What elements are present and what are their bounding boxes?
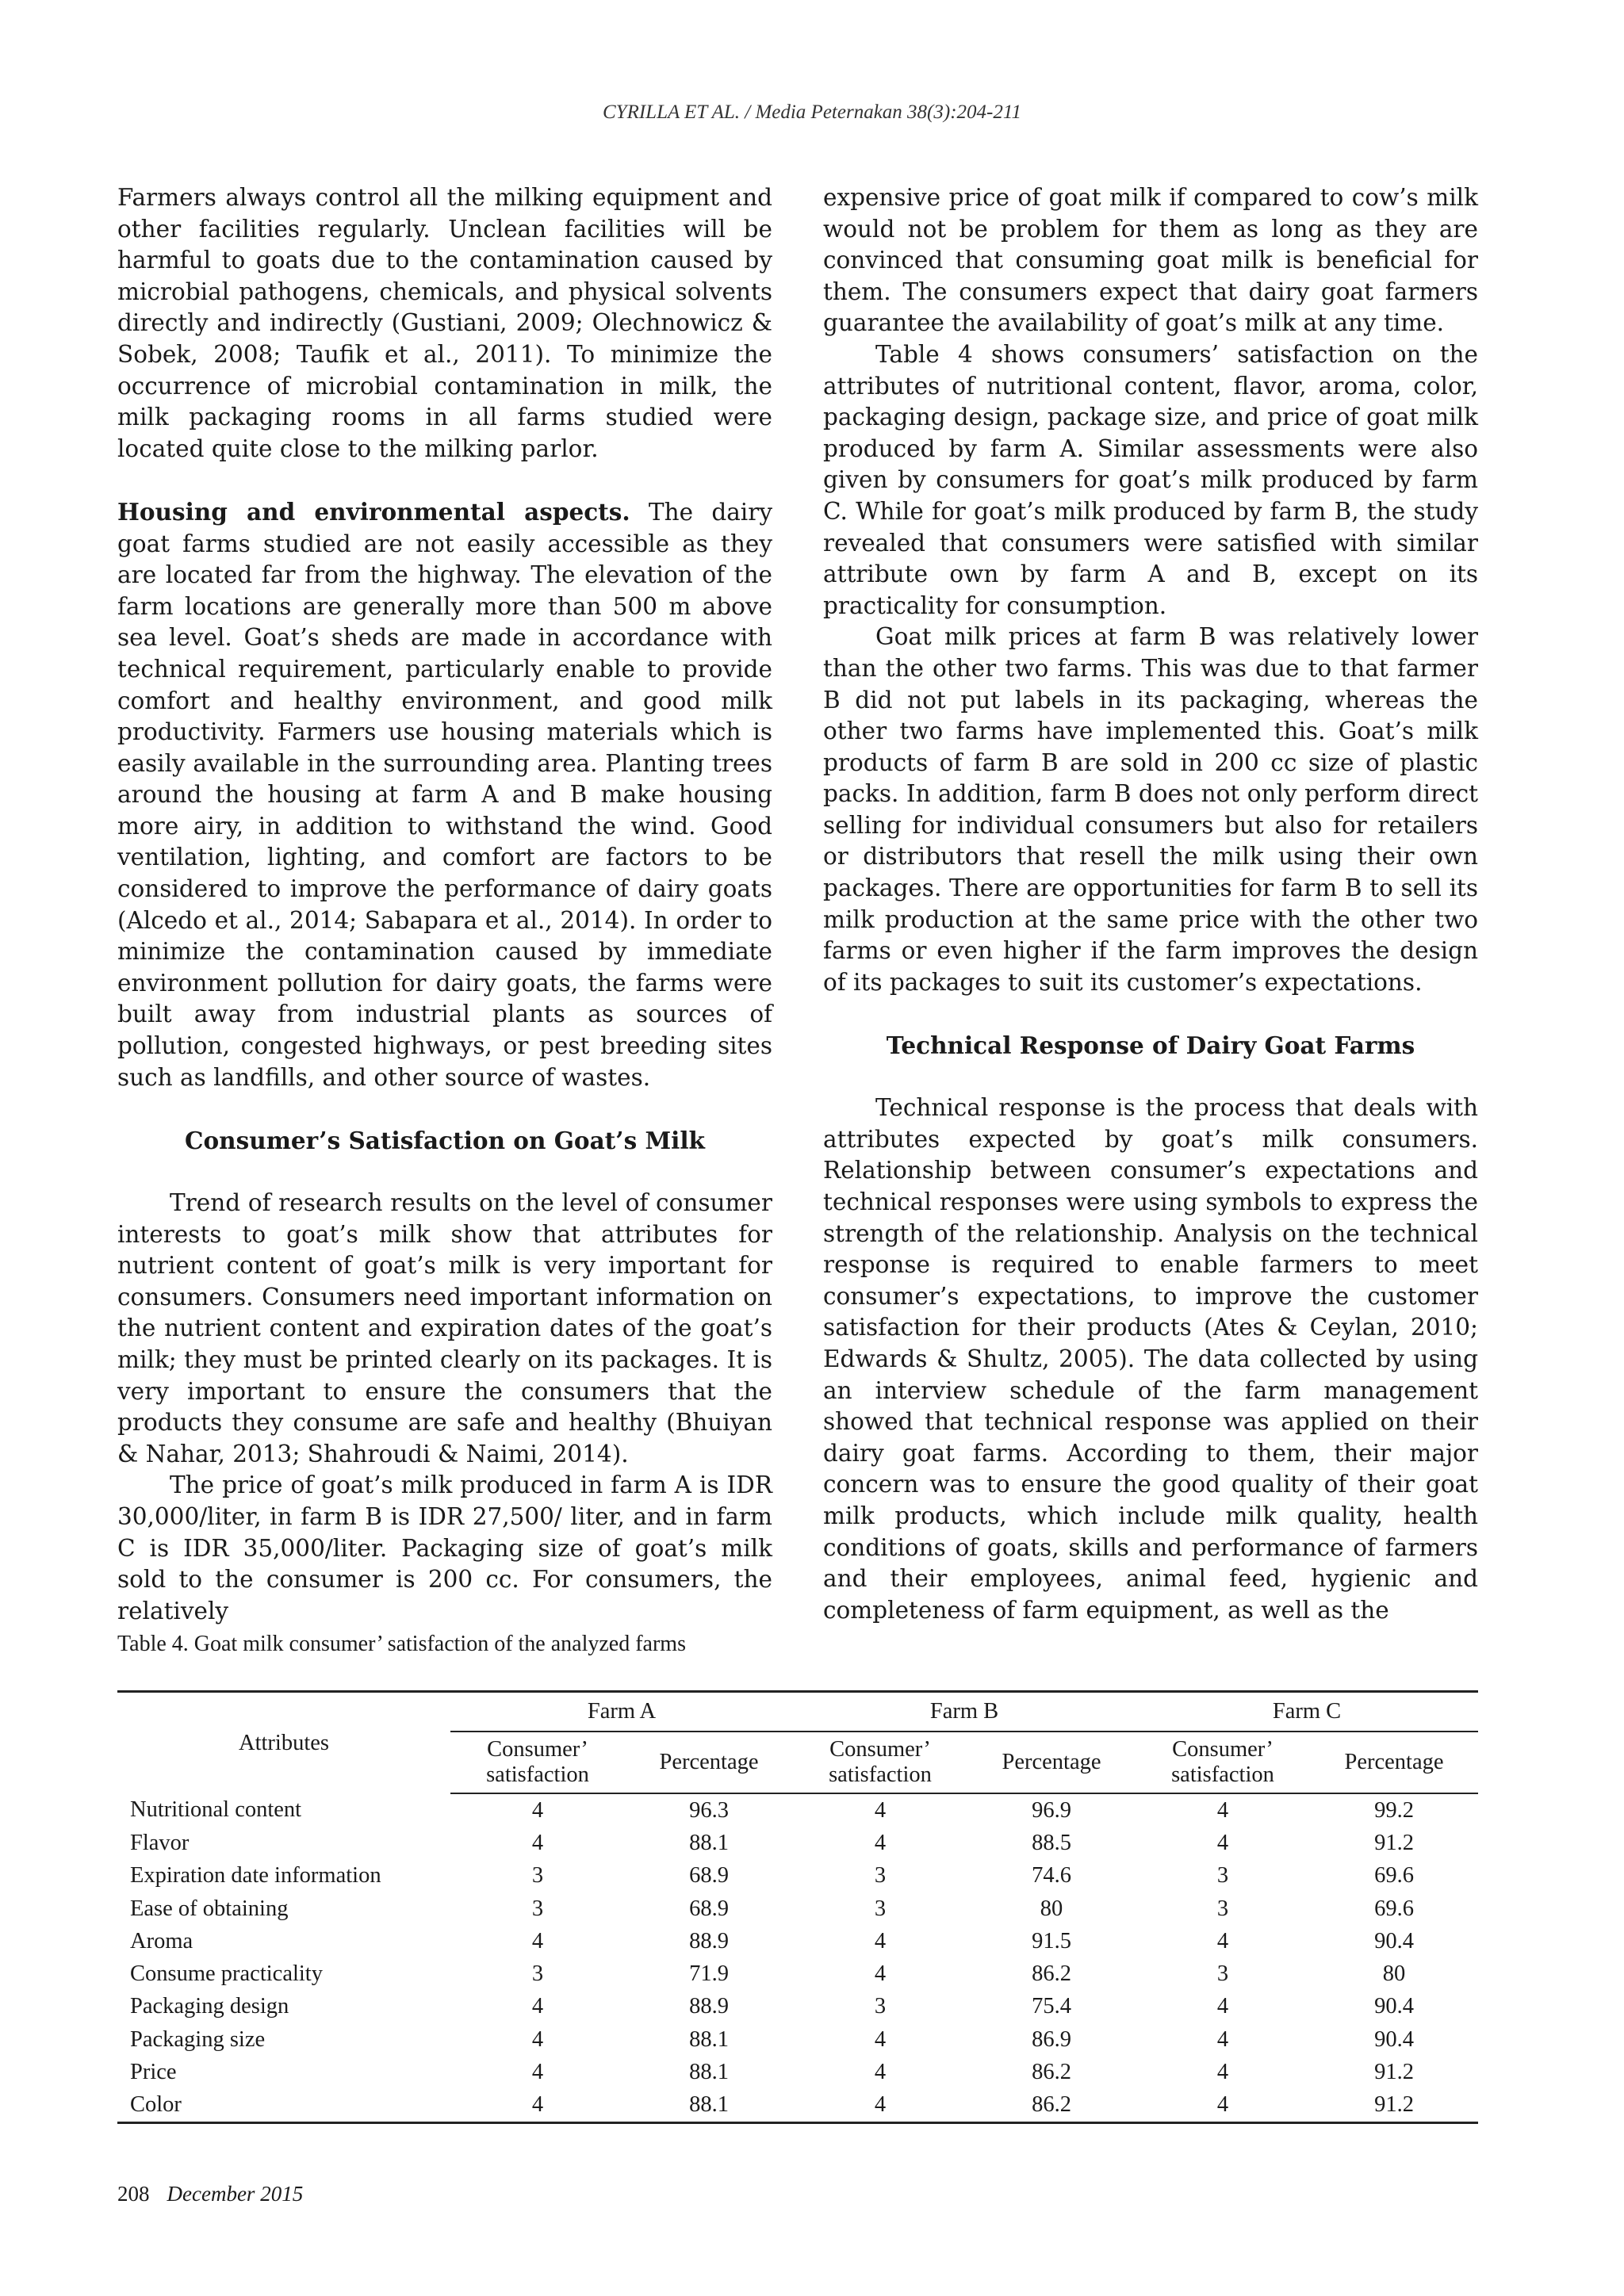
satisfaction-cell: 4 [874,1830,887,1855]
satisfaction-cell: 4 [1216,2026,1229,2052]
attribute-cell: Color [117,2089,450,2123]
table-row [117,1991,1478,2023]
percentage-cell: 68.9 [689,1863,729,1888]
subheader-percentage: Percentage [967,1732,1136,1793]
percentage-cell: 86.2 [967,2089,1136,2123]
percentage-cell: 68.9 [689,1896,729,1921]
header-farm-b: Farm B [793,1692,1136,1732]
satisfaction-cell: 4 [874,2026,887,2052]
paragraph-milking-equipment: Farmers always control all the milking equipment and other facilities regularly. Unclean facilities will be harmful to goats due to the contamination caused by microbial pathogens, chemicals, and physical solvents directly and indirectly (Gustiani, 2009; Olechnowicz & Sobek, 2008; Taufik et al., 2011). To minimize the occurrence of microbial contamination in milk, the milk packaging rooms in all farms studied were located quite close to the milking parlor. [117,184,772,462]
satisfaction-cell: 4 [1216,1830,1229,1855]
left-column [117,182,772,1627]
percentage-cell: 91.2 [1310,2089,1478,2123]
table-4 [117,1690,1478,2124]
paragraph-milk-price: The price of goat’s milk produced in farm A is IDR 30,000/liter, in farm B is IDR 27,500/ liter, and in farm C is IDR 35,000/liter. Packaging size of goat’s milk sold to the consumer is 200 cc. For consumers, the relatively [117,1471,772,1624]
table-body [117,1793,1478,2122]
satisfaction-cell: 4 [1216,1797,1229,1823]
attribute-cell: Packaging size [130,2026,266,2052]
satisfaction-cell: 4 [1136,2089,1310,2123]
percentage-cell: 88.1 [689,1830,729,1855]
table-row [117,1892,1478,1925]
attribute-cell: Packaging design [130,1994,289,2019]
satisfaction-cell: 3 [1216,1896,1229,1921]
table-row [117,1925,1478,1957]
satisfaction-cell: 4 [531,2026,544,2052]
table-row [117,1793,1478,1827]
table-row [117,2023,1478,2056]
percentage-cell: 88.1 [689,2026,729,2052]
satisfaction-cell: 3 [874,1896,887,1921]
header-attributes: Attributes [117,1692,450,1794]
percentage-cell: 86.2 [1032,1961,1071,1987]
percentage-cell: 91.5 [1032,1928,1071,1954]
subheader-percentage: Percentage [625,1732,793,1793]
subheader-percentage: Percentage [1310,1732,1478,1793]
percentage-cell: 96.9 [1032,1797,1071,1823]
percentage-cell: 80 [1382,1961,1406,1987]
satisfaction-cell: 4 [531,1928,544,1954]
section-heading-technical-response: Technical Response of Dairy Goat Farms [886,1031,1415,1060]
paragraph-consumer-interests: Trend of research results on the level of consumer interests to goat’s milk show that attributes for nutrient content of goat’s milk is very important for consumers. Consumers need important information on the nutrient content and expiration dates of the goat’s milk; they must be printed clearly on its packages. It is very important to ensure the consumers that the products they consume are safe and healthy (Bhuiyan & Nahar, 2013; Shahroudi & Naimi, 2014). [117,1189,772,1468]
attribute-cell: Consume practicality [130,1961,323,1987]
table-row [117,2089,1478,2123]
percentage-cell: 88.1 [625,2089,793,2123]
percentage-cell: 88.9 [689,1928,729,1954]
table-row [117,1860,1478,1892]
satisfaction-cell: 4 [874,2060,887,2085]
percentage-cell: 71.9 [689,1961,729,1987]
paragraph-housing-body: The dairy goat farms studied are not easily accessible as they are located far from the highway. The elevation of the farm locations are generally more than 500 m above sea level. Goat’s sheds are made in accordance with technical requirement, particularly enable to provide comfort and healthy environment, and good milk productivity. Farmers use housing materials which is easily available in the surrounding area. Planting trees around the housing at farm A and B make housing more airy, in addition to withstand the wind. Good ventilation, lighting, and comfort are factors to be considered to improve the performance of dairy goats (Alcedo et al., 2014; Sabapara et al., 2014). In order to minimize the contamination caused by immediate environment pollution for dairy goats, the farms were built away from industrial plants as sources of pollution, congested highways, or pest breeding sites such as landfills, and other source of wastes. [117,498,772,1091]
satisfaction-cell: 3 [1216,1961,1229,1987]
satisfaction-cell: 3 [531,1863,544,1888]
table-caption: Table 4. Goat milk consumer’ satisfaction of the analyzed farms [117,1632,686,1656]
page-footer [117,2182,303,2206]
percentage-cell: 86.9 [1032,2026,1071,2052]
percentage-cell: 96.3 [689,1797,729,1823]
percentage-cell: 88.9 [689,1994,729,2019]
satisfaction-cell: 4 [531,1994,544,2019]
percentage-cell: 69.6 [1374,1896,1414,1921]
percentage-cell: 90.4 [1374,2026,1414,2052]
satisfaction-cell: 4 [874,1797,887,1823]
percentage-cell: 90.4 [1374,1928,1414,1954]
satisfaction-cell: 3 [1216,1863,1229,1888]
percentage-cell: 91.2 [1374,1830,1414,1855]
satisfaction-cell: 4 [793,2089,967,2123]
percentage-cell: 88.5 [1032,1830,1071,1855]
paragraph-farm-b-prices: Goat milk prices at farm B was relatively lower than the other two farms. This was due to that farmer B did not put labels in its packaging, whereas the other two farms have implemented this. Goat’s milk products of farm B are sold in 200 cc size of plastic packs. In addition, farm B does not only perform direct selling for individual consumers but also for retailers or distributors that resell the milk using their own packages. There are opportunities for farm B to sell its milk production at the same price with the other two farms or even higher if the farm improves the design of its packages to suit its customer’s expectations. [823,623,1478,996]
satisfaction-cell: 3 [874,1994,887,2019]
attribute-cell: Price [130,2060,177,2085]
satisfaction-cell: 4 [450,2089,625,2123]
header-farm-a: Farm A [450,1692,793,1732]
attribute-cell: Flavor [130,1830,190,1855]
percentage-cell: 91.2 [1374,2060,1414,2085]
subheader-satisfaction: Consumer’ satisfaction [450,1732,625,1793]
percentage-cell: 99.2 [1374,1797,1414,1823]
attribute-cell: Nutritional content [130,1797,302,1823]
satisfaction-cell: 4 [531,1830,544,1855]
satisfaction-cell: 4 [531,1797,544,1823]
satisfaction-cell: 4 [1216,2060,1229,2085]
satisfaction-cell: 4 [531,2060,544,2085]
percentage-cell: 69.6 [1374,1863,1414,1888]
paragraph-price-continued: expensive price of goat milk if compared to cow’s milk would not be problem for them as long as they are convinced that consuming goat milk is beneficial for them. The consumers expect that dairy goat farmers guarantee the availability of goat’s milk at any time. [823,184,1478,337]
paragraph-technical-response: Technical response is the process that deals with attributes expected by goat’s milk consumers. Relationship between consumer’s expectations and technical responses were using symbols to express the strength of the relationship. Analysis on the technical response is required to enable farmers to meet consumer’s expectations, to improve the customer satisfaction for their products (Ates & Ceylan, 2010; Edwards & Shultz, 2005). The data collected by using an interview schedule of the farm management showed that technical response was applied on their dairy goat farms. According to them, their major concern was to ensure the good quality of their goat milk products, which include milk quality, health conditions of goats, skills and performance of farmers and their employees, animal feed, hygienic and completeness of farm equipment, as well as the [823,1094,1478,1624]
attribute-cell: Ease of obtaining [130,1896,289,1921]
percentage-cell: 80 [1040,1896,1063,1921]
satisfaction-cell: 4 [1216,1994,1229,2019]
percentage-cell: 75.4 [1032,1994,1071,2019]
percentage-cell: 86.2 [1032,2060,1071,2085]
running-head: CYRILLA ET AL. / Media Peternakan 38(3):204-211 [603,101,1021,123]
satisfaction-cell: 4 [874,1961,887,1987]
table-row [117,1827,1478,1859]
satisfaction-cell: 3 [874,1863,887,1888]
satisfaction-cell: 4 [1216,1928,1229,1954]
satisfaction-cell: 3 [531,1896,544,1921]
satisfaction-table [117,1690,1478,2124]
satisfaction-cell: 3 [531,1961,544,1987]
paragraph-table4-discussion: Table 4 shows consumers’ satisfaction on the attributes of nutritional content, flavor, aroma, color, packaging design, package size, and price of goat milk produced by farm A. Similar assessments were also given by consumers for goat’s milk produced by farm C. While for goat’s milk produced by farm B, the study revealed that consumers were satisfied with similar attribute own by farm A and B, except on its practicality for consumption. [823,340,1478,619]
subheader-satisfaction: Consumer’ satisfaction [793,1732,967,1793]
issue-date: December 2015 [167,2182,304,2206]
right-column [823,182,1478,1626]
attribute-cell: Aroma [130,1928,193,1954]
subheader-satisfaction: Consumer’ satisfaction [1136,1732,1310,1793]
table-row [117,2056,1478,2088]
table-row [117,1957,1478,1990]
percentage-cell: 74.6 [1032,1863,1071,1888]
section-heading-consumer-satisfaction: Consumer’s Satisfaction on Goat’s Milk [185,1126,705,1154]
run-in-heading-housing: Housing and environmental aspects. [117,497,630,526]
paragraph-housing [117,496,772,1093]
attribute-cell: Expiration date information [130,1863,381,1888]
satisfaction-cell: 4 [874,1928,887,1954]
header-farm-c: Farm C [1136,1692,1478,1732]
page-number: 208 [117,2182,150,2206]
percentage-cell: 88.1 [689,2060,729,2085]
percentage-cell: 90.4 [1374,1994,1414,2019]
